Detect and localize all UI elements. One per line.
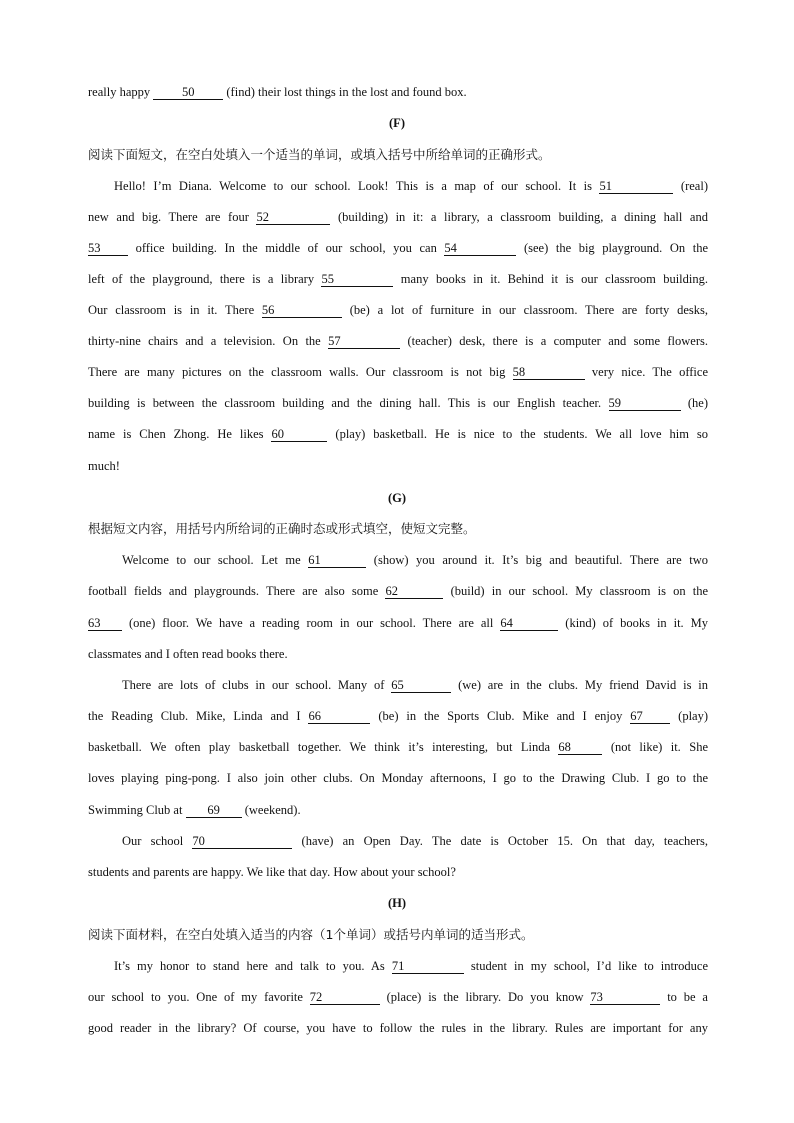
text-line: It’s my honor to stand here and talk to you. As 71 student in my school, I’d like to introduce xyxy=(114,959,709,973)
answer-blank[interactable]: 70 xyxy=(192,835,292,849)
answer-blank[interactable]: 59 xyxy=(609,397,681,411)
text-line: Our classroom is in it. There 56 (be) a lot of furniture in our classroom. There are forty desks, xyxy=(88,303,708,317)
answer-blank[interactable]: 53 xyxy=(88,242,128,256)
answer-blank[interactable]: 55 xyxy=(321,273,393,287)
text-line: name is Chen Zhong. He likes 60 (play) basketball. He is nice to the students. We all love him so xyxy=(88,427,708,441)
text-line: left of the playground, there is a library 55 many books in it. Behind it is our classroom building. xyxy=(88,272,708,286)
answer-blank[interactable]: 50 xyxy=(153,86,223,100)
answer-blank[interactable]: 66 xyxy=(308,710,370,724)
text-line: Welcome to our school. Let me 61 (show) you around it. It’s big and beautiful. There are two xyxy=(122,553,708,567)
answer-blank[interactable]: 57 xyxy=(328,335,400,349)
text: (find) their lost things in the lost and found box. xyxy=(223,85,467,99)
text-line: basketball. We often play basketball together. We think it’s interesting, but Linda 68 (not like) it. She xyxy=(88,740,708,754)
section-heading: (H) xyxy=(387,896,407,910)
text-line: 63 (one) floor. We have a reading room in our school. There are all 64 (kind) of books in it. My xyxy=(88,616,708,630)
text-line: football fields and playgrounds. There are also some 62 (build) in our school. My classroom is on the xyxy=(88,584,709,598)
answer-blank[interactable]: 68 xyxy=(558,741,602,755)
section-instruction: 根据短文内容，用括号内所给词的正确时态或形式填空，使短文完整。 xyxy=(88,521,476,536)
text-line: Swimming Club at 69 (weekend). xyxy=(88,803,301,817)
answer-blank[interactable]: 71 xyxy=(392,960,464,974)
answer-blank[interactable]: 56 xyxy=(262,304,342,318)
answer-blank[interactable]: 58 xyxy=(513,366,585,380)
text-line: There are lots of clubs in our school. Many of 65 (we) are in the clubs. My friend David is in xyxy=(122,678,708,692)
answer-blank[interactable]: 60 xyxy=(271,428,327,442)
answer-blank[interactable]: 64 xyxy=(500,617,558,631)
answer-blank[interactable]: 67 xyxy=(630,710,670,724)
text-line: Hello! I’m Diana. Welcome to our school. Look! This is a map of our school. It is 51 (real) xyxy=(114,179,708,193)
answer-blank[interactable]: 54 xyxy=(444,242,516,256)
answer-blank[interactable]: 63 xyxy=(88,617,122,631)
text-line: loves playing ping-pong. I also join other clubs. On Monday afternoons, I go to the Drawing Club. I go to the xyxy=(88,771,708,785)
section-heading: (F) xyxy=(389,116,405,130)
answer-blank[interactable]: 73 xyxy=(590,991,660,1005)
text-line: building is between the classroom building and the dining hall. This is our English teacher. 59 (he) xyxy=(88,396,708,410)
answer-blank[interactable]: 62 xyxy=(385,585,443,599)
answer-blank[interactable]: 69 xyxy=(186,804,242,818)
answer-blank[interactable]: 65 xyxy=(391,679,451,693)
text-line: new and big. There are four 52 (building) in it: a library, a classroom building, a dining hall and xyxy=(88,210,708,224)
section-instruction: 阅读下面短文，在空白处填入一个适当的单词，或填入括号中所给单词的正确形式。 xyxy=(88,147,551,162)
text-line: Our school 70 (have) an Open Day. The date is October 15. On that day, teachers, xyxy=(122,834,708,848)
answer-blank[interactable]: 72 xyxy=(310,991,380,1005)
text: really happy xyxy=(88,85,154,99)
text-line: much! xyxy=(88,459,120,473)
text-line: the Reading Club. Mike, Linda and I 66 (be) in the Sports Club. Mike and I enjoy 67 (play) xyxy=(88,709,709,723)
answer-blank[interactable]: 61 xyxy=(308,554,366,568)
text-line: students and parents are happy. We like that day. How about your school? xyxy=(88,865,456,879)
section-heading: (G) xyxy=(387,491,407,505)
text-line: There are many pictures on the classroom walls. Our classroom is not big 58 very nice. The office xyxy=(88,365,709,379)
text-line: classmates and I often read books there. xyxy=(88,647,288,661)
text-line: our school to you. One of my favorite 72 (place) is the library. Do you know 73 to be a xyxy=(88,990,708,1004)
text-line xyxy=(88,84,708,100)
answer-blank[interactable]: 51 xyxy=(599,180,673,194)
text-line: thirty-nine chairs and a television. On the 57 (teacher) desk, there is a computer and some flowers. xyxy=(88,334,709,348)
text-line: good reader in the library? Of course, you have to follow the rules in the library. Rules are important for any xyxy=(88,1021,708,1035)
text-line: 53 office building. In the middle of our school, you can 54 (see) the big playground. On the xyxy=(88,241,709,255)
section-instruction: 阅读下面材料，在空白处填入适当的内容（1个单词）或括号内单词的适当形式。 xyxy=(88,927,534,942)
answer-blank[interactable]: 52 xyxy=(256,211,330,225)
